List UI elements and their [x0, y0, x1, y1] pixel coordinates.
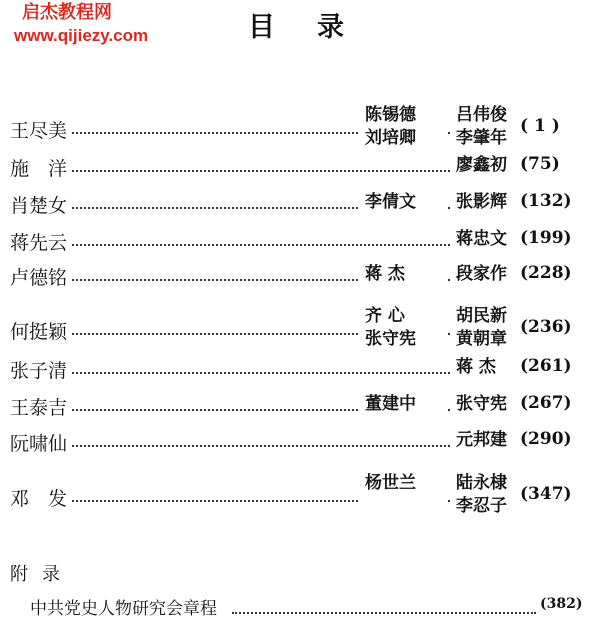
author-name: 陆永棣 [456, 473, 507, 493]
page-number: (261) [520, 356, 572, 376]
author-name: 杨世兰 [365, 473, 416, 493]
appendix-leader-dots [232, 612, 536, 614]
appendix-page-number: (382) [540, 596, 583, 612]
author-name: 陈锡德 [365, 105, 416, 125]
entry-name: 何挺颖 [10, 321, 68, 343]
author-name: 李肇年 [456, 128, 507, 148]
page-number: (199) [520, 228, 572, 248]
author-name: 吕伟俊 [456, 105, 507, 125]
author-name: 蒋忠文 [456, 229, 507, 249]
author-name: 廖鑫初 [456, 155, 507, 175]
entry-name: 邓发 [10, 488, 87, 510]
page-number: (132) [520, 191, 572, 211]
appendix-heading: 附录 [10, 564, 74, 585]
author-name: 张守宪 [456, 394, 507, 414]
watermark-site-name: 启杰教程网 [22, 2, 112, 23]
entry-name: 蒋先云 [10, 232, 68, 254]
page-number: (267) [520, 393, 572, 413]
entry-name: 阮啸仙 [10, 433, 68, 455]
entry-name: 肖楚女 [10, 195, 68, 217]
entry-name: 施洋 [10, 158, 87, 180]
appendix-item-title: 中共党史人物研究会章程 [30, 599, 217, 619]
entry-name: 王尽美 [10, 120, 68, 142]
page-number: (290) [520, 429, 572, 449]
author-name: 蒋 杰 [365, 264, 405, 284]
author-name: 元邦建 [456, 430, 507, 450]
page-number: (347) [520, 484, 572, 504]
author-name: 李忍子 [456, 496, 507, 516]
author-name: 张影辉 [456, 192, 507, 212]
author-name: 胡民新 [456, 306, 507, 326]
page-number: (228) [520, 263, 572, 283]
page-number: (236) [520, 317, 572, 337]
entry-name: 张子清 [10, 360, 68, 382]
author-name: 齐 心 [365, 306, 405, 326]
author-name: 黄朝章 [456, 329, 507, 349]
author-name: 张守宪 [365, 329, 416, 349]
watermark-url: www.qijiezy.com [14, 26, 149, 45]
author-name: 段家作 [456, 264, 507, 284]
entry-name: 卢德铭 [10, 267, 68, 289]
author-name: 刘培卿 [365, 128, 416, 148]
author-name: 李倩文 [365, 192, 416, 212]
page-number: ( 1 ) [520, 116, 560, 136]
author-name: 董建中 [365, 394, 416, 414]
author-name: 蒋 杰 [456, 357, 496, 377]
watermark [14, 4, 148, 44]
entry-name: 王泰吉 [10, 397, 68, 419]
page-title: 目录 [248, 12, 386, 43]
page-number: (75) [520, 154, 560, 174]
